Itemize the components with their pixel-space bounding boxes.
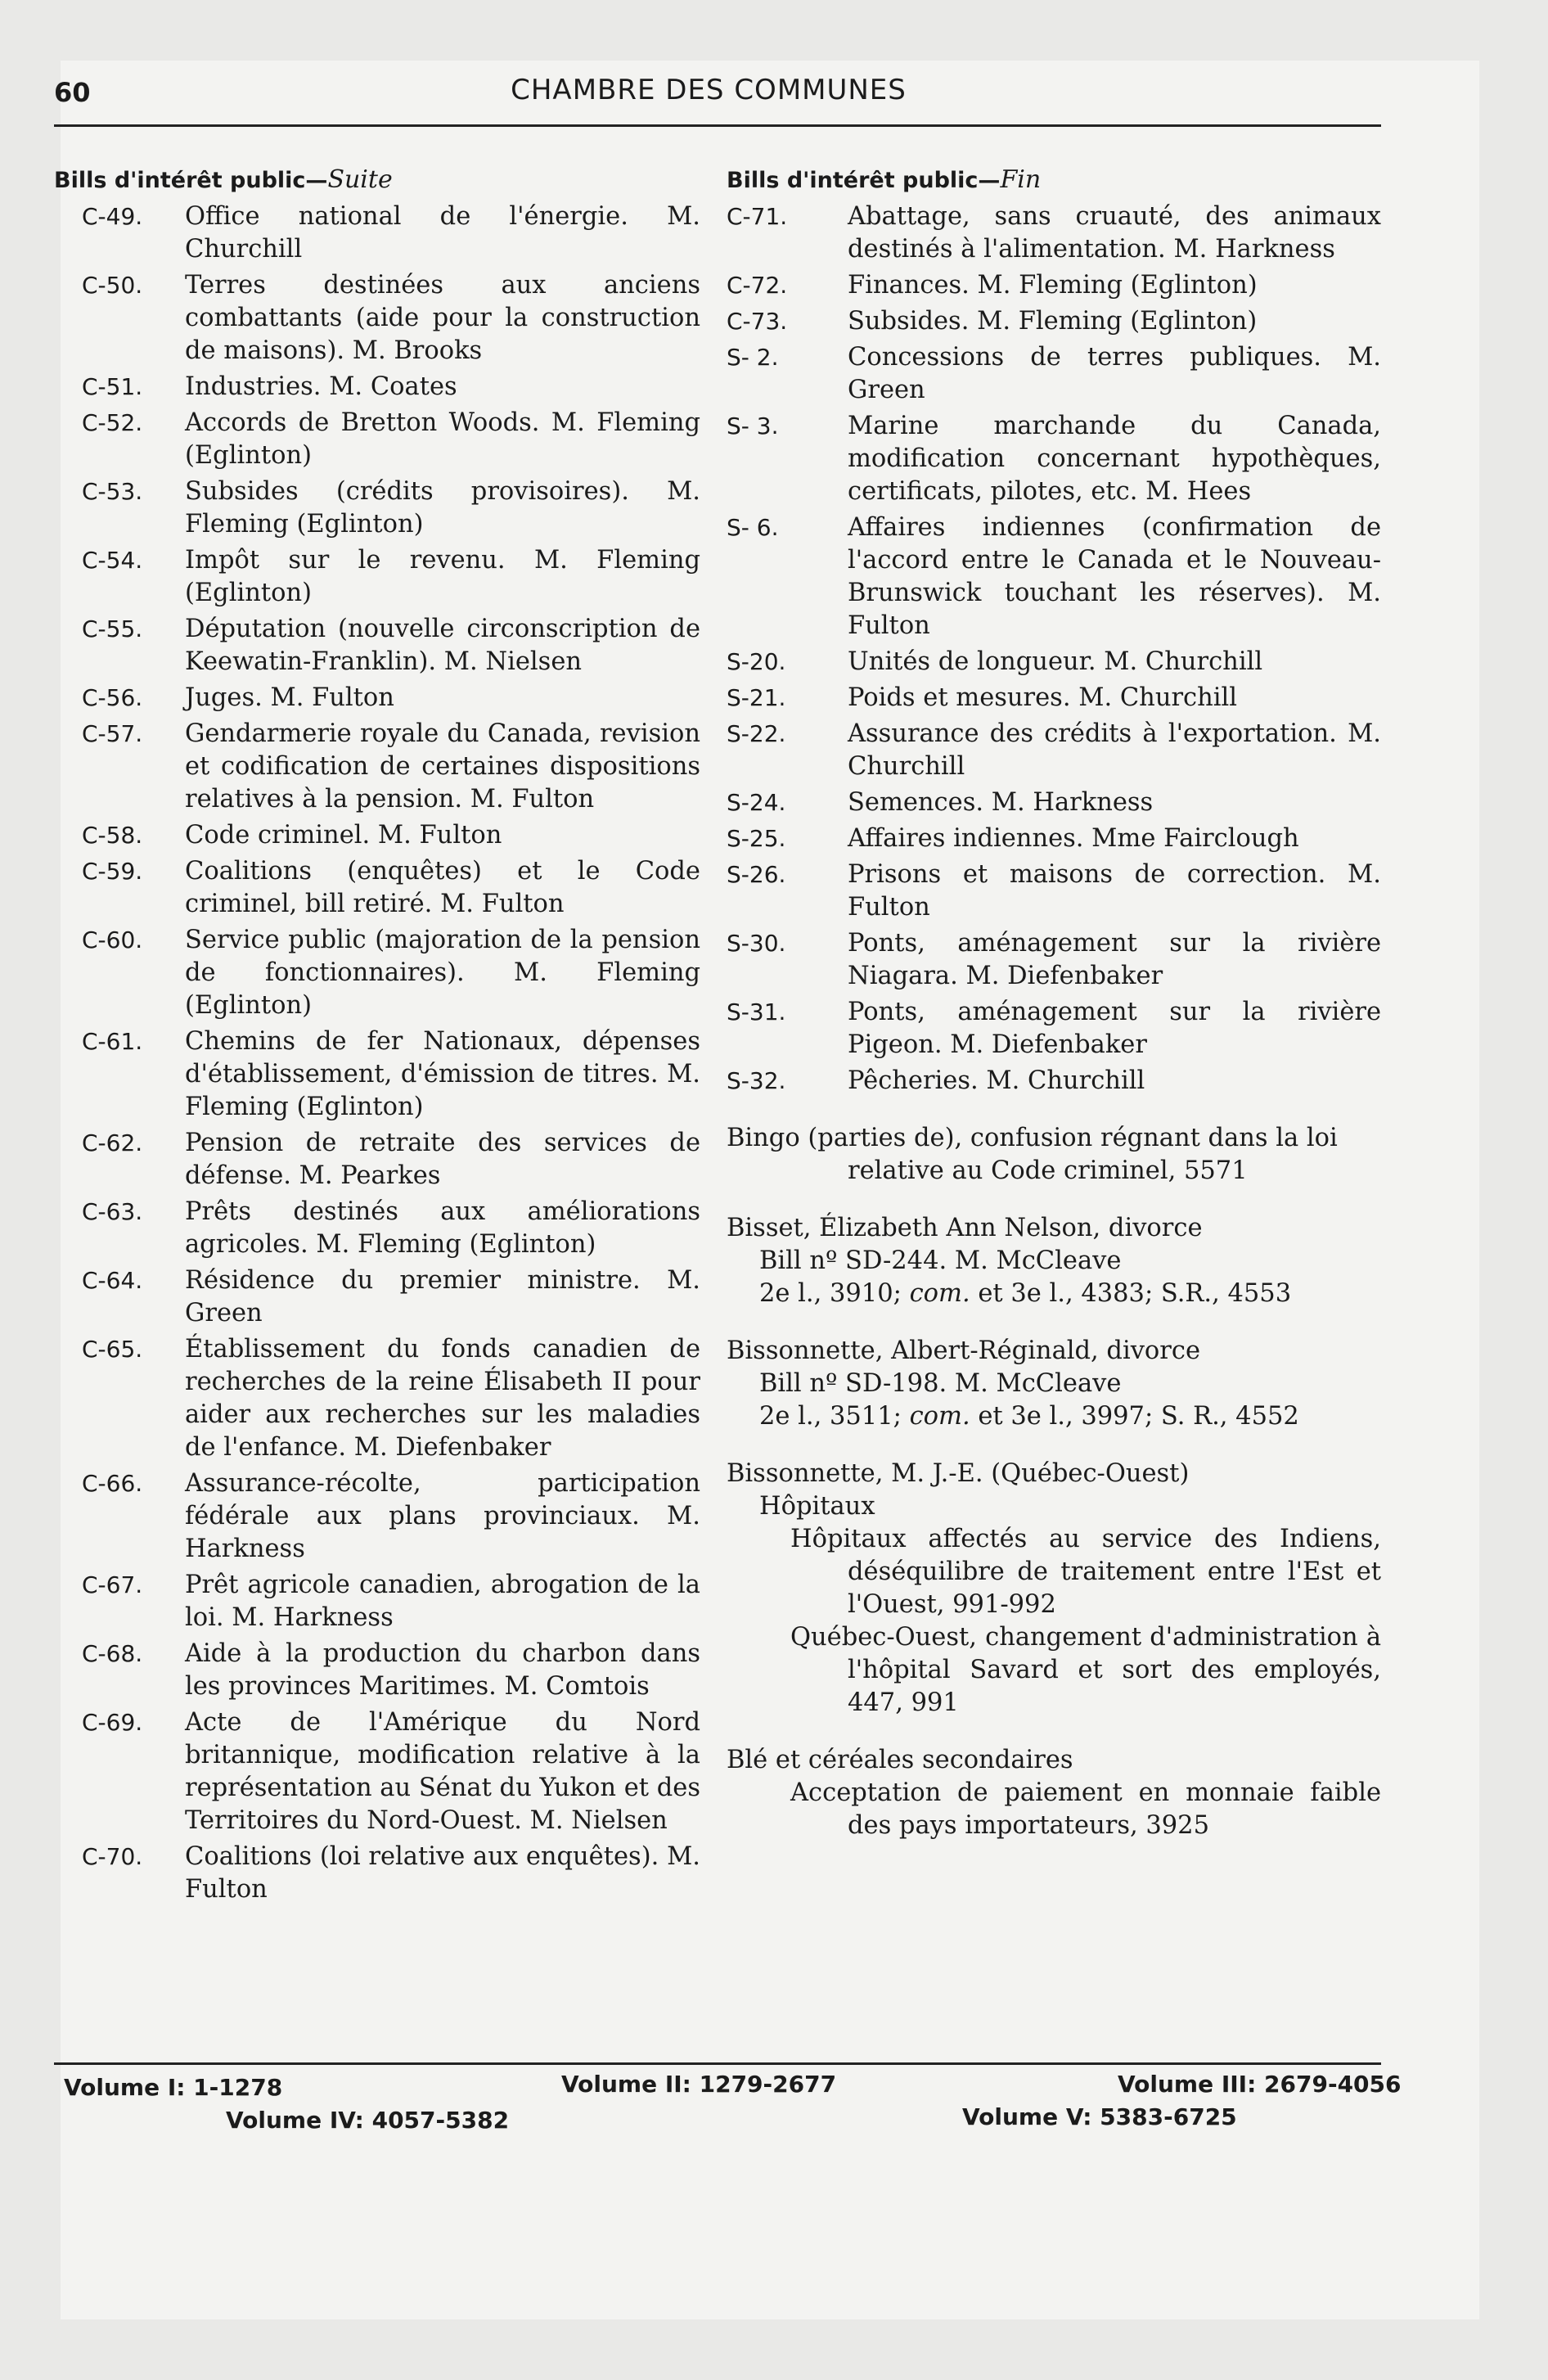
bill-code: C-73.	[727, 308, 788, 335]
bill-title: Poids et mesures. M. Churchill	[848, 683, 1238, 712]
bill-title: Prisons et maisons de correction. M. Fulton	[848, 860, 1381, 922]
bill-entry	[54, 1264, 700, 1330]
bill-title: Assurance-récolte, participation fédérale aux plans provinciaux. M. Harkness	[185, 1469, 700, 1563]
volume-3: Volume III: 2679-4056	[1118, 2071, 1402, 2098]
bill-title: Subsides (crédits provisoires). M. Fleming (Eglinton)	[185, 477, 700, 539]
bill-code: C-66.	[82, 1470, 143, 1497]
bill-code: C-58.	[82, 822, 143, 849]
bill-code: S-21.	[727, 684, 786, 711]
bill-title: Prêt agricole canadien, abrogation de la loi. M. Harkness	[185, 1571, 700, 1632]
right-entries	[727, 201, 1381, 1098]
bill-code: C-51.	[82, 373, 143, 400]
bill-entry	[54, 1127, 700, 1192]
bill-title: Code criminel. M. Fulton	[185, 821, 502, 850]
bill-entry	[727, 341, 1381, 407]
bill-title: Accords de Bretton Woods. M. Fleming (Eglinton)	[185, 408, 700, 470]
bill-entry	[727, 859, 1381, 924]
running-title: CHAMBRE DES COMMUNES	[511, 74, 907, 106]
bill-code: S-32.	[727, 1067, 786, 1094]
bill-title: Gendarmerie royale du Canada, revision et codification de certaines dispositions relatives à la pension. M. Fulton	[185, 719, 700, 814]
bill-title: Ponts, aménagement sur la rivière Pigeon. M. Diefenbaker	[848, 998, 1381, 1059]
bill-title: Service public (majoration de la pension de fonctionnaires). M. Fleming (Eglinton)	[185, 926, 700, 1020]
bill-title: Pension de retraite des services de défense. M. Pearkes	[185, 1129, 700, 1190]
bill-code: C-55.	[82, 615, 143, 642]
bill-entry	[727, 305, 1381, 338]
bill-code: S- 3.	[727, 412, 779, 439]
bill-entry	[54, 544, 700, 610]
bill-title: Office national de l'énergie. M. Churchill	[185, 202, 700, 264]
bill-code: C-49.	[82, 203, 143, 230]
bill-code: C-62.	[82, 1129, 143, 1156]
bill-title: Industries. M. Coates	[185, 372, 457, 401]
bill-entry	[727, 718, 1381, 783]
bill-title: Coalitions (enquêtes) et le Code criminel, bill retiré. M. Fulton	[185, 857, 700, 918]
header-rule	[54, 124, 1381, 127]
bill-code: C-57.	[82, 720, 143, 747]
index-entry-bingo: Bingo (parties de), confusion régnant dans la loi relative au Code criminel, 5571	[727, 1124, 1338, 1185]
bill-code: C-54.	[82, 547, 143, 574]
bill-title: Juges. M. Fulton	[185, 683, 394, 712]
volume-4: Volume IV: 4057-5382	[226, 2107, 510, 2134]
bill-title: Pêcheries. M. Churchill	[848, 1066, 1145, 1095]
volume-1: Volume I: 1-1278	[64, 2074, 283, 2101]
volume-2: Volume II: 1279-2677	[561, 2071, 837, 2098]
bill-code: C-60.	[82, 926, 143, 953]
bill-code: S-22.	[727, 720, 786, 747]
bill-title: Finances. M. Fleming (Eglinton)	[848, 271, 1258, 300]
bill-title: Prêts destinés aux améliorations agricoles. M. Fleming (Eglinton)	[185, 1197, 700, 1259]
left-column	[54, 164, 700, 1909]
bill-entry	[727, 682, 1381, 714]
left-entries	[54, 201, 700, 1906]
bill-title: Acte de l'Amérique du Nord britannique, modification relative à la représentation au Sénat du Yukon et des Territoires du Nord-Ouest. M. Nielsen	[185, 1708, 700, 1835]
bill-title: Subsides. M. Fleming (Eglinton)	[848, 307, 1258, 336]
bill-code: C-50.	[82, 272, 143, 299]
bill-entry	[727, 996, 1381, 1062]
bill-title: Concessions de terres publiques. M. Green	[848, 343, 1381, 404]
bill-code: C-68.	[82, 1640, 143, 1667]
bill-code: C-69.	[82, 1709, 143, 1736]
bill-title: Marine marchande du Canada, modification concernant hypothèques, certificats, pilotes, etc. M. Hees	[848, 412, 1381, 506]
bill-title: Ponts, aménagement sur la rivière Niagara. M. Diefenbaker	[848, 929, 1381, 990]
bill-code: C-61.	[82, 1028, 143, 1055]
bill-title: Impôt sur le revenu. M. Fleming (Eglinton)	[185, 546, 700, 607]
bill-entry	[727, 410, 1381, 508]
bill-entry	[54, 855, 700, 921]
bill-entry	[54, 1706, 700, 1837]
bill-title: Affaires indiennes (confirmation de l'accord entre le Canada et le Nouveau-Brunswick touchant les réserves). M. Fulton	[848, 513, 1381, 640]
bill-code: C-59.	[82, 858, 143, 885]
bill-title: Aide à la production du charbon dans les provinces Maritimes. M. Comtois	[185, 1639, 700, 1701]
bill-code: S- 6.	[727, 514, 779, 541]
bill-code: C-52.	[82, 409, 143, 436]
index-entry-ble: Blé et céréales secondaires Acceptation de paiement en monnaie faible des pays importateurs, 3925	[727, 1746, 1381, 1840]
bill-entry	[54, 682, 700, 714]
bill-entry	[54, 819, 700, 852]
section-heading-left: Bills d'intérêt public—Suite	[54, 165, 393, 194]
bill-code: C-64.	[82, 1267, 143, 1294]
bill-code: S-26.	[727, 861, 786, 888]
bill-code: S-31.	[727, 998, 786, 1025]
bill-code: C-72.	[727, 272, 788, 299]
bill-title: Chemins de fer Nationaux, dépenses d'établissement, d'émission de titres. M. Fleming (Eglinton)	[185, 1027, 700, 1121]
bill-code: C-53.	[82, 478, 143, 505]
index-entry-bisset: Bisset, Élizabeth Ann Nelson, divorce Bill nº SD-244. M. McCleave 2e l., 3910; com. et 3e l., 4383; S.R., 4553	[727, 1214, 1292, 1308]
bill-entry	[54, 269, 700, 367]
bill-entry	[54, 1467, 700, 1566]
bill-entry	[54, 1841, 700, 1906]
bill-title: Assurance des crédits à l'exportation. M. Churchill	[848, 719, 1381, 781]
bill-code: S-30.	[727, 930, 786, 957]
bill-code: C-63.	[82, 1198, 143, 1225]
bill-title: Semences. M. Harkness	[848, 788, 1154, 817]
bill-entry	[54, 476, 700, 541]
bill-title: Établissement du fonds canadien de recherches de la reine Élisabeth II pour aider aux recherches sur les maladies de l'enfance. M. Diefenbaker	[185, 1335, 700, 1462]
bill-title: Affaires indiennes. Mme Fairclough	[848, 824, 1299, 853]
bill-entry	[727, 787, 1381, 819]
bill-code: S- 2.	[727, 344, 779, 371]
bill-code: C-65.	[82, 1336, 143, 1363]
bill-code: S-24.	[727, 789, 786, 816]
bill-entry	[54, 1638, 700, 1703]
page-number: 60	[54, 77, 91, 108]
bill-code: S-20.	[727, 648, 786, 675]
bill-title: Coalitions (loi relative aux enquêtes). M. Fulton	[185, 1842, 700, 1904]
bill-code: C-71.	[727, 203, 788, 230]
bill-code: C-70.	[82, 1843, 143, 1870]
page-header	[54, 74, 1363, 123]
bill-entry	[727, 823, 1381, 855]
bill-code: S-25.	[727, 825, 786, 852]
bill-entry	[727, 646, 1381, 678]
bill-code: C-56.	[82, 684, 143, 711]
bill-entry	[54, 1333, 700, 1464]
bill-entry	[54, 1196, 700, 1261]
bill-entry	[54, 924, 700, 1022]
bill-entry	[54, 1025, 700, 1124]
index-entry-bissonnette-je: Bissonnette, M. J.-E. (Québec-Ouest) Hôpitaux Hôpitaux affectés au service des Indiens, déséquilibre de traitement entre l'Est et l'Ouest, 991-992 Québec-Ouest, changement d'administration à l'hôpital Savard et sort des employés, 447, 991	[727, 1459, 1381, 1717]
volume-5: Volume V: 5383-6725	[962, 2103, 1237, 2130]
bill-title: Abattage, sans cruauté, des animaux destinés à l'alimentation. M. Harkness	[848, 202, 1381, 264]
index-entry-bissonnette-albert: Bissonnette, Albert-Réginald, divorce Bill nº SD-198. M. McCleave 2e l., 3511; com. et 3e l., 3997; S. R., 4552	[727, 1336, 1299, 1431]
footer-rule	[54, 2062, 1381, 2065]
bill-entry	[727, 512, 1381, 642]
bill-entry	[54, 718, 700, 816]
bill-title: Terres destinées aux anciens combattants (aide pour la construction de maisons). M. Brooks	[185, 271, 700, 365]
right-column	[727, 164, 1381, 1842]
section-heading-right: Bills d'intérêt public—Fin	[727, 165, 1042, 194]
bill-title: Unités de longueur. M. Churchill	[848, 647, 1263, 676]
bill-entry	[54, 613, 700, 678]
bill-entry	[54, 371, 700, 403]
bill-entry	[54, 201, 700, 266]
bill-entry	[54, 407, 700, 472]
bill-entry	[54, 1569, 700, 1634]
volume-footer	[54, 2071, 1402, 2169]
bill-entry	[727, 927, 1381, 993]
bill-entry	[727, 201, 1381, 266]
bill-entry	[727, 269, 1381, 302]
bill-title: Députation (nouvelle circonscription de Keewatin-Franklin). M. Nielsen	[185, 615, 700, 676]
bill-title: Résidence du premier ministre. M. Green	[185, 1266, 700, 1327]
bill-code: C-67.	[82, 1571, 143, 1598]
bill-entry	[727, 1065, 1381, 1098]
